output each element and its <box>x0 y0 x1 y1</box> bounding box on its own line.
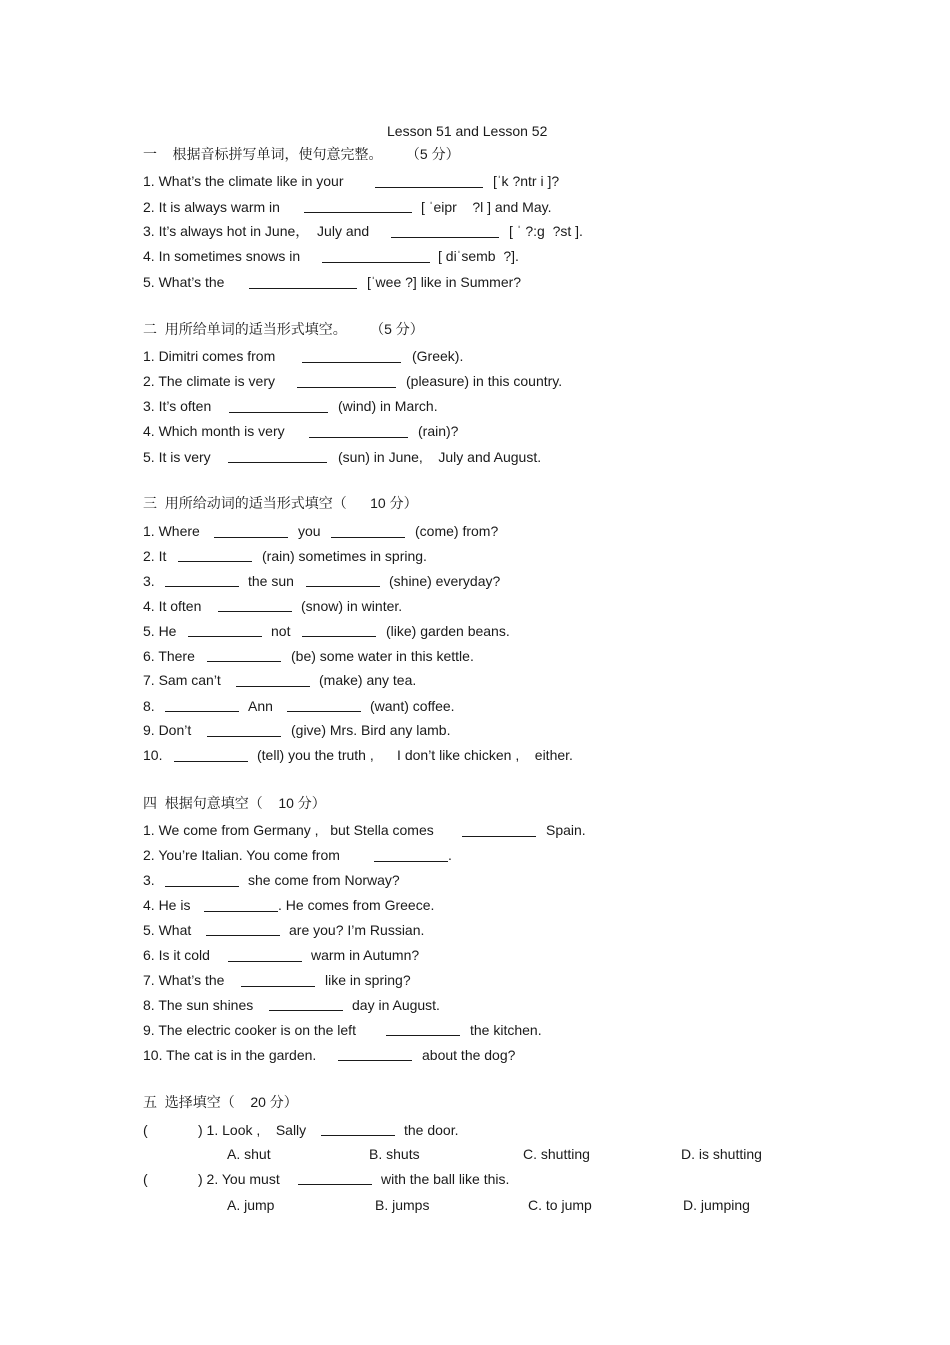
s3-q3-blank-2[interactable] <box>306 586 380 587</box>
section-3-heading: 三 用所给动词的适当形式填空（ 10 分） <box>143 495 418 511</box>
s5-q1-post: the door. <box>404 1122 459 1138</box>
s2-q2-blank[interactable] <box>297 387 396 388</box>
s3-q1-mid: you <box>298 523 321 539</box>
s2-q4-hint: (rain)? <box>418 423 459 439</box>
s3-q1-hint: (come) from? <box>415 523 499 539</box>
s3-q6-text: 6. There <box>143 648 195 664</box>
s3-q2-text: 2. It <box>143 548 167 564</box>
s5-q1-option-c[interactable]: C. shutting <box>523 1146 590 1162</box>
s3-q10-blank[interactable] <box>174 761 248 762</box>
s3-q6-blank[interactable] <box>207 661 281 662</box>
s3-q5-mid: not <box>271 623 291 639</box>
s2-q4-blank[interactable] <box>309 437 408 438</box>
s1-q3-phonetic: [ ˈ ?:g ?st ]. <box>509 223 583 239</box>
s2-q3-hint: (wind) in March. <box>338 398 438 414</box>
s5-q1-text: ) 1. Look , Sally <box>198 1122 307 1138</box>
s1-q5-text: 5. What’s the <box>143 274 225 290</box>
s3-q7-text: 7. Sam can’t <box>143 672 221 688</box>
section-4-heading: 四 根据句意填空（ 10 分） <box>143 795 326 811</box>
s3-q3-mid: the sun <box>248 573 294 589</box>
s5-q2-paren-open: ( <box>143 1171 148 1187</box>
s3-q8-blank-1[interactable] <box>165 711 239 712</box>
s5-q2-option-a[interactable]: A. jump <box>227 1197 275 1213</box>
s4-q9-post: the kitchen. <box>470 1022 542 1038</box>
s4-q2-post: . <box>448 847 452 863</box>
s3-q7-hint: (make) any tea. <box>319 672 417 688</box>
s4-q10-blank[interactable] <box>338 1060 412 1061</box>
s3-q1-blank-1[interactable] <box>214 537 288 538</box>
s4-q4-text: 4. He is <box>143 897 191 913</box>
s1-q4-phonetic: [ diˈsemb ?]. <box>438 248 519 264</box>
s1-q4-text: 4. In sometimes snows in <box>143 248 301 264</box>
s2-q1-hint: (Greek). <box>412 348 464 364</box>
s5-q1-option-d[interactable]: D. is shutting <box>681 1146 762 1162</box>
s4-q8-text: 8. The sun shines <box>143 997 254 1013</box>
s3-q5-blank-2[interactable] <box>302 636 376 637</box>
section-5-heading: 五 选择填空（ 20 分） <box>143 1094 298 1110</box>
s2-q1-blank[interactable] <box>302 362 401 363</box>
s4-q6-post: warm in Autumn? <box>311 947 420 963</box>
s4-q3-blank[interactable] <box>165 886 239 887</box>
s4-q6-blank[interactable] <box>228 961 302 962</box>
s4-q6-text: 6. Is it cold <box>143 947 210 963</box>
s2-q3-blank[interactable] <box>229 412 328 413</box>
s4-q5-text: 5. What <box>143 922 192 938</box>
s2-q4-text: 4. Which month is very <box>143 423 285 439</box>
s4-q7-blank[interactable] <box>241 986 315 987</box>
s1-q1-text: 1. What’s the climate like in your <box>143 173 344 189</box>
s3-q4-blank[interactable] <box>218 611 292 612</box>
section-1-heading: 一 根据音标拼写单词，使句意完整。 （5 分） <box>143 146 460 162</box>
s3-q9-hint: (give) Mrs. Bird any lamb. <box>291 722 451 738</box>
s5-q2-option-d[interactable]: D. jumping <box>683 1197 750 1213</box>
s3-q2-hint: (rain) sometimes in spring. <box>262 548 427 564</box>
s5-q2-post: with the ball like this. <box>381 1171 510 1187</box>
s4-q10-text: 10. The cat is in the garden. <box>143 1047 317 1063</box>
s5-q1-paren-open: ( <box>143 1122 148 1138</box>
s4-q10-post: about the dog? <box>422 1047 516 1063</box>
s5-q2-option-c[interactable]: C. to jump <box>528 1197 592 1213</box>
s1-q3-blank[interactable] <box>391 237 499 238</box>
s4-q1-text: 1. We come from Germany , but Stella comes <box>143 822 434 838</box>
s1-q4-blank[interactable] <box>322 262 430 263</box>
s3-q8-hint: (want) coffee. <box>370 698 455 714</box>
s4-q1-blank[interactable] <box>462 836 536 837</box>
s3-q8-blank-2[interactable] <box>287 711 361 712</box>
s2-q3-text: 3. It’s often <box>143 398 212 414</box>
s2-q5-text: 5. It is very <box>143 449 211 465</box>
s3-q10-text: 10. <box>143 747 163 763</box>
s3-q1-blank-2[interactable] <box>331 537 405 538</box>
s1-q2-text: 2. It is always warm in <box>143 199 280 215</box>
s4-q1-post: Spain. <box>546 822 586 838</box>
s4-q5-blank[interactable] <box>206 935 280 936</box>
s4-q7-post: like in spring? <box>325 972 411 988</box>
s2-q2-hint: (pleasure) in this country. <box>406 373 563 389</box>
s4-q8-post: day in August. <box>352 997 440 1013</box>
s4-q9-text: 9. The electric cooker is on the left <box>143 1022 356 1038</box>
s4-q2-blank[interactable] <box>374 861 448 862</box>
s4-q3-text: 3. <box>143 872 155 888</box>
s3-q7-blank[interactable] <box>236 686 310 687</box>
s2-q5-hint: (sun) in June, July and August. <box>338 449 542 465</box>
s1-q2-phonetic: [ ˈeipr ?l ] and May. <box>421 199 552 215</box>
s3-q6-hint: (be) some water in this kettle. <box>291 648 474 664</box>
s5-q2-text: ) 2. You must <box>198 1171 280 1187</box>
s3-q3-text: 3. <box>143 573 155 589</box>
s3-q8-text: 8. <box>143 698 155 714</box>
s3-q9-text: 9. Don’t <box>143 722 192 738</box>
section-2-heading: 二 用所给单词的适当形式填空。 （5 分） <box>143 321 424 337</box>
s2-q5-blank[interactable] <box>228 462 327 463</box>
s1-q2-blank[interactable] <box>304 212 412 213</box>
s3-q10-hint: (tell) you the truth , I don’t like chicken , either. <box>257 747 573 763</box>
s5-q2-blank[interactable] <box>298 1184 372 1185</box>
s3-q3-hint: (shine) everyday? <box>389 573 501 589</box>
s3-q2-blank[interactable] <box>178 561 252 562</box>
s3-q8-mid: Ann <box>248 698 273 714</box>
s3-q4-hint: (snow) in winter. <box>301 598 403 614</box>
s3-q1-text: 1. Where <box>143 523 200 539</box>
s4-q7-text: 7. What’s the <box>143 972 225 988</box>
s3-q3-blank-1[interactable] <box>165 586 239 587</box>
s4-q8-blank[interactable] <box>269 1010 343 1011</box>
s1-q1-phonetic: [ˈk ?ntr i ]? <box>493 173 560 189</box>
s5-q1-option-a[interactable]: A. shut <box>227 1146 271 1162</box>
worksheet-title: Lesson 51 and Lesson 52 <box>387 123 548 139</box>
s3-q5-text: 5. He <box>143 623 177 639</box>
s1-q5-phonetic: [ˈwee ?] like in Summer? <box>367 274 522 290</box>
s4-q3-post: she come from Norway? <box>248 872 400 888</box>
s1-q5-blank[interactable] <box>249 288 357 289</box>
s3-q4-text: 4. It often <box>143 598 202 614</box>
s5-q1-blank[interactable] <box>321 1135 395 1136</box>
s2-q2-text: 2. The climate is very <box>143 373 276 389</box>
s4-q5-post: are you? I’m Russian. <box>289 922 425 938</box>
s3-q5-hint: (like) garden beans. <box>386 623 510 639</box>
s2-q1-text: 1. Dimitri comes from <box>143 348 276 364</box>
s4-q4-post: . He comes from Greece. <box>278 897 435 913</box>
s5-q2-option-b[interactable]: B. jumps <box>375 1197 430 1213</box>
s4-q2-text: 2. You’re Italian. You come from <box>143 847 340 863</box>
s1-q3-text: 3. It’s always hot in June， July and <box>143 223 370 239</box>
s4-q9-blank[interactable] <box>386 1035 460 1036</box>
s3-q9-blank[interactable] <box>207 736 281 737</box>
s4-q4-blank[interactable] <box>204 911 278 912</box>
s3-q5-blank-1[interactable] <box>188 636 262 637</box>
s5-q1-option-b[interactable]: B. shuts <box>369 1146 420 1162</box>
s1-q1-blank[interactable] <box>375 187 483 188</box>
